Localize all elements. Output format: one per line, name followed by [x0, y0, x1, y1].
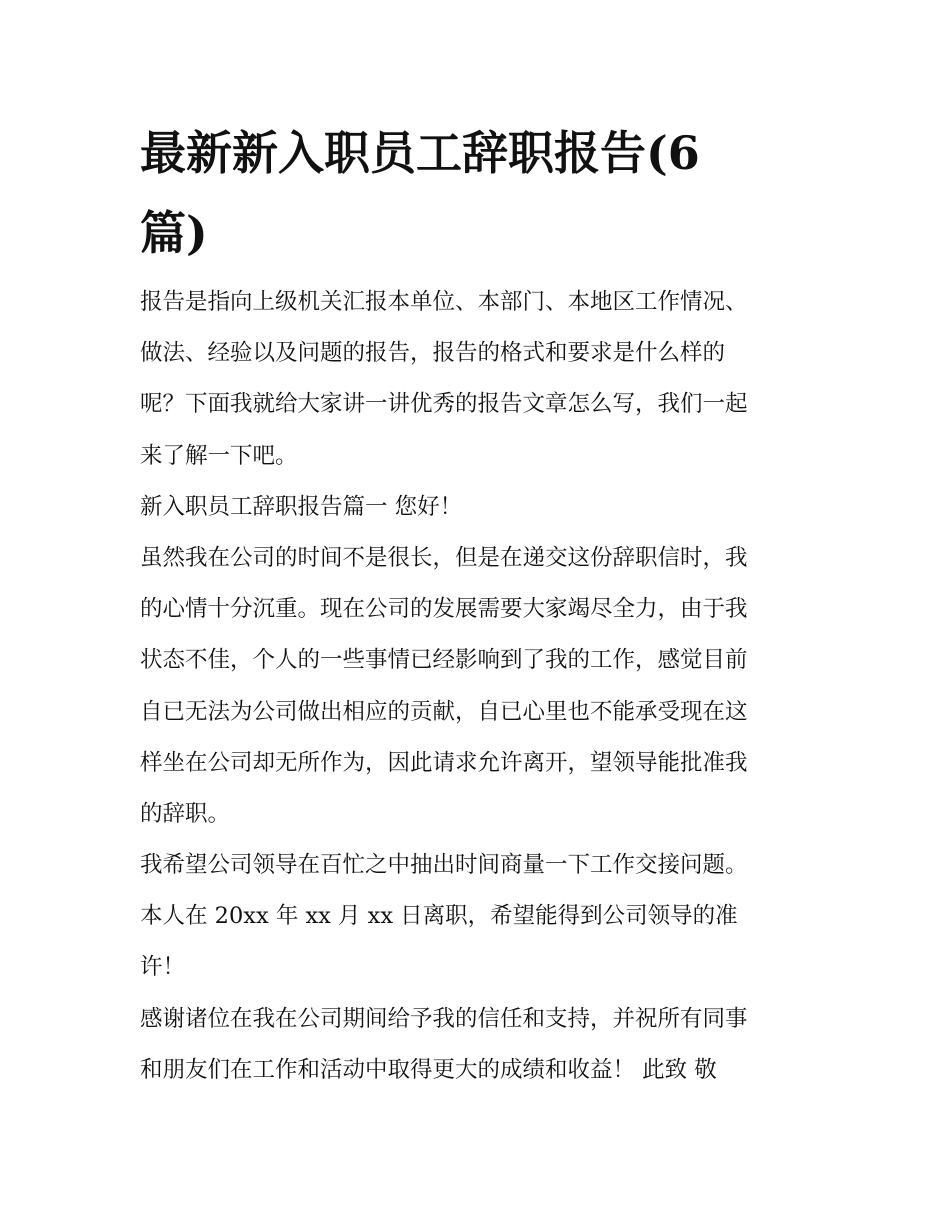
body-line: 呢？下面我就给大家讲一讲优秀的报告文章怎么写，我们一起 — [140, 391, 748, 418]
body-line: 我希望公司领导在百忙之中抽出时间商量一下工作交接问题。 — [140, 852, 748, 879]
document-title — [140, 113, 780, 273]
title-line-2: 篇) — [140, 206, 208, 260]
document-body — [140, 277, 820, 1096]
body-line: 感谢诸位在我在公司期间给予我的信任和支持，并祝所有同事 — [140, 1005, 748, 1032]
body-line: 做法、经验以及问题的报告，报告的格式和要求是什么样的 — [140, 340, 726, 367]
body-line: 和朋友们在工作和活动中取得更大的成绩和收益！ 此致 敬 — [140, 1056, 717, 1083]
title-line-1: 最新新入职员工辞职报告(6 — [140, 126, 700, 180]
body-line: 报告是指向上级机关汇报本单位、本部门、本地区工作情况、 — [140, 289, 748, 315]
body-line: 的心情十分沉重。现在公司的发展需要大家竭尽全力，由于我 — [140, 596, 748, 623]
body-line: 状态不佳，个人的一些事情已经影响到了我的工作，感觉目前 — [140, 647, 748, 674]
body-line: 来了解一下吧。 — [140, 442, 298, 469]
section-heading-line: 新入职员工辞职报告篇一 您好！ — [140, 493, 463, 520]
body-line: 虽然我在公司的时间不是很长，但是在递交这份辞职信时，我 — [140, 544, 748, 571]
body-line: 的辞职。 — [140, 800, 231, 827]
body-line: 自已无法为公司做出相应的贡献，自已心里也不能承受现在这 — [140, 698, 748, 725]
body-line: 样坐在公司却无所作为，因此请求允许离开，望领导能批准我 — [140, 749, 748, 776]
body-line: 许！ — [140, 954, 186, 981]
body-line: 本人在 20xx 年 xx 月 xx 日离职，希望能得到公司领导的准 — [140, 903, 738, 930]
